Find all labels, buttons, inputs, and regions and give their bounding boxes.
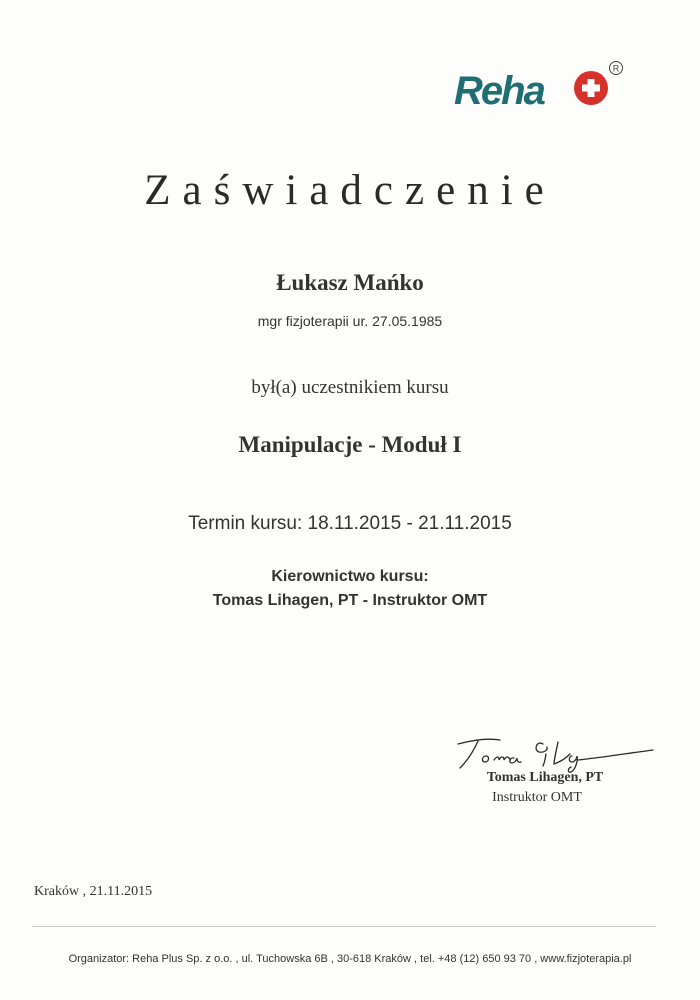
signatory-role: Instruktor OMT [492,790,582,805]
place-and-date: Kraków , 21.11.2015 [34,884,153,899]
certificate-title: Zaświadczenie [144,167,556,214]
logo-wordmark: Reha [454,69,544,113]
participant-text: był(a) uczestnikiem kursu [251,377,449,398]
organizer-footer: Organizator: Reha Plus Sp. z o.o. , ul. Tuchowska 6B , 30-618 Kraków , tel. +48 (12) 650 93 70 , www.fizjoterapia.pl [68,953,632,965]
medical-cross-icon [574,71,608,105]
svg-text:R: R [612,63,620,74]
recipient-name: Łukasz Mańko [276,270,424,295]
signatory-name: Tomas Lihagen, PT [486,770,604,785]
course-leadership-label: Kierownictwo kursu: [271,568,429,585]
course-name: Manipulacje - Moduł I [238,432,462,457]
course-leadership-name: Tomas Lihagen, PT - Instruktor OMT [212,592,488,609]
reha-logo-graphic [452,58,632,114]
registered-mark-icon [610,62,623,75]
reha-plus-logo [452,58,632,114]
recipient-details: mgr fizjoterapii ur. 27.05.1985 [257,313,443,329]
course-term: Termin kursu: 18.11.2015 - 21.11.2015 [188,513,512,534]
footer-divider [32,926,656,927]
